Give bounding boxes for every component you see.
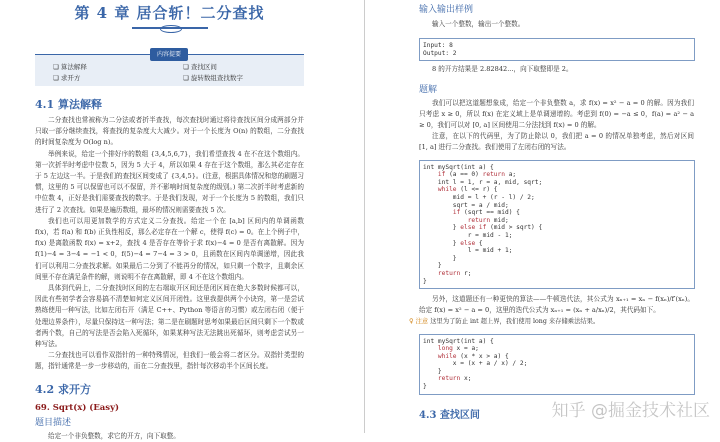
chapter-title: 第 4 章 居合斩！二分查找 [74,4,265,22]
code-line: if (a == 0) return a; [437,171,517,179]
summary-item: ❏ 旋转数组查找数字 [183,74,243,82]
code-line: return mid; [467,216,509,224]
code-block-binary-search [419,160,695,290]
paragraph: 二分查找也可以看作双指针的一种特殊情况，但我们一般会将二者区分。双指针类型的题，指针通常是一步一步移动的，而在二分查找里，指针每次移动半个区间长度。 [35,351,304,371]
code-block-newton [419,334,695,395]
code-line: r = mid - 1; [423,231,513,239]
paragraph: 给定一个非负整数，求它的开方，向下取整。 [48,431,180,440]
summary-item-text: 算法解释 [60,63,87,71]
paragraph: 我们也可以用更加数学的方式定义二分查找。给定一个在 [a,b] 区间内的单调函数 f(x)，若 f(a) 和 f(b) 正负性相反，那么必定存在一个解 c，使得 f(c) = 0。在上个例子中，f(x) 是离散函数 f(x) = x+2，查找 4 是否存在等价于求 f(x)−4 = 0 是否有离散解。因为 f(1)−4 = 3−4 = −1 < 0，f(5)−4 = 7−4 = 3 > 0，且函数在区间内单调递增，因此我们可以利用二分查找求解。如果最后二分到了不能再分的情况，如只剩一个数字，且剩余区间里不存在满足条件的解，则说明不存在离散解，即 4 不在这个数组内。 [35,216,304,281]
paragraph: 另外，这道题还有一种更快的算法——牛顿迭代法，其公式为 xₙ₊₁ = xₙ − f(xₙ)/f′(xₙ)。给定 f(x) = x² − a = 0，这里的迭代公式为 xₙ₊₁ = (xₙ + a/xₙ)/2，其代码如下。 [419,295,694,315]
summary-item: ❏ 算法解释 [53,63,87,71]
summary-item: ❏ 求开方 [53,74,81,82]
subheading: 题目描述 [35,417,72,428]
section-heading: 4.1 算法解释 [35,98,102,111]
code-line: int mySqrt(int a) { [423,337,494,345]
note-label: 注意 [415,317,429,325]
paragraph: 具体到代码上，二分查找时区间的左右端取开区间还是闭区间在绝大多数时候都可以，因此有些初学者会容易搞不清楚如何定义区间开闭性。这里我提供两个小诀窍，第一是尝试熟练使用一种写法，比如左闭右开（满足 C++、Python 等语言的习惯）或左闭右闭（便于处理边界条件），尽量只保持这一种写法；第二是在刷题时思考如果最后区间只剩下一个数或者两个数，自己的写法是否会陷入死循环，如果某种写法无法跳出死循环，则考虑尝试另一种写法。 [35,284,304,349]
code-line: long x = a; [437,345,479,353]
code-line: } [423,367,442,375]
paragraph: 我们可以把这道题想象成，给定一个非负整数 a，求 f(x) = x² − a = 0 的解。因为我们只考虑 x ≥ 0，所以 f(x) 在定义域上是单调递增的。考虑到 f(0) = −a ≤ 0，f(a) = a² − a ≥ 0，我们可以对 [0, a] 区间使用二分法找到 f(x) = 0 的解。 [419,98,694,129]
code-line: } [423,262,442,270]
code-line: mid = l + (r - l) / 2; [423,193,535,201]
code-line: return r; [437,269,472,277]
paragraph: 二分查找也常被称为二分法或者折半查找，每次查找时通过将待查找区间分成两部分并只取一部分继续查找，将查找的复杂度大大减少。对于一个长度为 O(n) 的数组，二分查找的时间复杂度为 O(log n)。 [35,116,304,147]
summary-label: 内容提要 [150,48,188,61]
subheading: 输入输出样例 [419,5,474,15]
paragraph: 举例来说，给定一个排好序的数组 {3,4,5,6,7}，我们希望查找 4 在不在这个数组内。第一次折半时考虑中位数 5，因为 5 大于 4，所以如果 4 存在于这个数组，那么其必定存在于 5 左边这一半。于是我们的查找区间变成了 {3,4,5}。(注意，根据具体情况和您的刷题习惯，这里的 5 可以保留也可以不保留，并不影响时间复杂度的级别。) 第二次折半时考虑新的中位数 4，正好是我们需要查找的数字。于是我们发现，对于一个长度为 5 的数组，我们只进行了 2 次查找。如果是遍历数组，最坏的情况则需要查找 5 次。 [35,149,305,214]
summary-item: ❏ 查找区间 [183,63,217,71]
paragraph: 8 的开方结果是 2.82842...，向下取整即是 2。 [432,65,573,74]
subheading: 题解 [419,84,438,95]
code-line: l = mid + 1; [423,247,513,255]
code-line: sqrt = a / mid; [423,201,509,209]
code-line: return x; [437,375,472,383]
summary-item-text: 旋转数组查找数字 [190,74,243,82]
code-line: while (x * x > a) { [437,352,509,360]
note-icon: ♀ [409,317,414,325]
summary-item-text: 查找区间 [190,63,217,71]
summary-item-text: 求开方 [60,74,81,82]
code-line: int l = 1, r = a, mid, sqrt; [423,178,543,186]
title-ornament [132,27,208,29]
section-heading: 4.2 求开方 [35,382,91,396]
problem-title: 69. Sqrt(x) (Easy) [35,402,120,413]
summary-box [35,51,304,86]
code-line: int mySqrt(int a) { [423,163,494,171]
code-line: } [423,254,457,262]
paragraph: 输入一个整数，输出一个整数。 [432,20,525,28]
section-heading: 4.3 查找区间 [419,409,480,421]
code-line: } else { [423,239,483,247]
right-page [364,0,720,433]
code-line: } [423,277,427,285]
code-line: while (l <= r) { [437,186,498,194]
code-line: if (sqrt == mid) { [452,209,520,217]
watermark: 知乎 @掘金技术社区 [551,401,710,421]
code-line: } [423,383,427,391]
io-code-block: Input: 8 Output: 2 [419,38,695,61]
note-text: 这里为了防止 int 超上界，我们使用 long 来存储乘法结果。 [430,317,600,325]
note [409,317,694,326]
paragraph: 注意，在以下的代码里，为了防止除以 0，我们把 a = 0 的情况单独考虑，然后对区间 [1, a] 进行二分查找。我们使用了左闭右闭的写法。 [419,132,694,152]
code-line: } else if (mid > sqrt) { [423,224,543,232]
code-line: x = (x + a / x) / 2; [423,360,528,368]
